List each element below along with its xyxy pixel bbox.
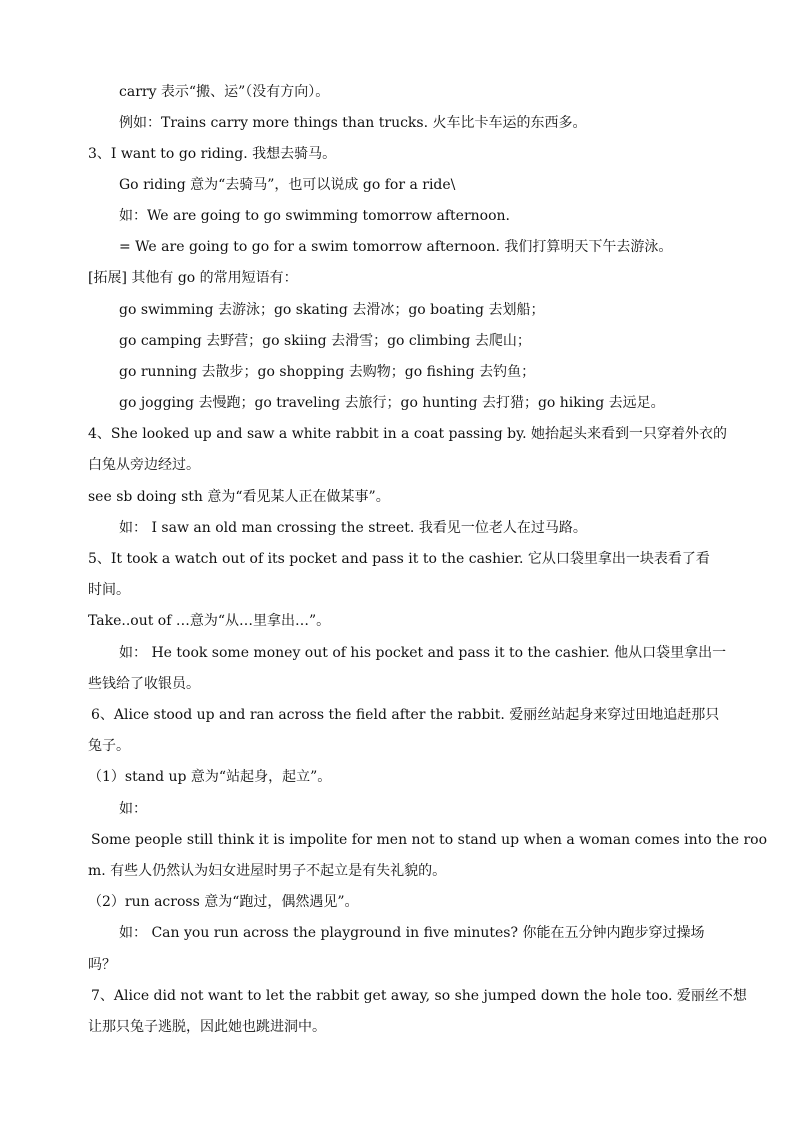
text-line: 如： bbox=[119, 801, 147, 817]
text-line: 如： I saw an old man crossing the street. 我看见一位老人在过马路。 bbox=[119, 520, 587, 536]
text-line: 6、Alice stood up and ran across the field after the rabbit. 爱丽丝站起身来穿过田地追赶那只 bbox=[91, 707, 720, 723]
text-line: 7、Alice did not want to let the rabbit get away, so she jumped down the hole too. 爱丽丝不想 bbox=[91, 988, 747, 1004]
text-line: go camping 去野营；go skiing 去滑雪；go climbing 去爬山； bbox=[119, 333, 531, 349]
text-line: carry 表示“搬、运”（没有方向）。 bbox=[119, 84, 330, 100]
text-line: 白兔从旁边经过。 bbox=[88, 457, 200, 473]
text-line: 让那只兔子逃脱，因此她也跳进洞中。 bbox=[88, 1019, 326, 1035]
text-line: 如：We are going to go swimming tomorrow afternoon. bbox=[119, 208, 510, 224]
text-line: 5、It took a watch out of its pocket and pass it to the cashier. 它从口袋里拿出一块表看了看 bbox=[88, 551, 710, 567]
text-line: 些钱给了收银员。 bbox=[88, 676, 200, 692]
text-line: 时间。 bbox=[88, 582, 130, 598]
text-line: 例如：Trains carry more things than trucks. 火车比卡车运的东西多。 bbox=[119, 115, 587, 131]
text-line: 如： He took some money out of his pocket and pass it to the cashier. 他从口袋里拿出一 bbox=[119, 645, 727, 661]
text-line: go jogging 去慢跑；go traveling 去旅行；go hunting 去打猎；go hiking 去远足。 bbox=[119, 395, 665, 411]
text-line: go running 去散步；go shopping 去购物；go fishing 去钓鱼； bbox=[119, 364, 536, 380]
text-line: 如： Can you run across the playground in five minutes? 你能在五分钟内跑步穿过操场 bbox=[119, 925, 705, 941]
text-line: go swimming 去游泳；go skating 去滑冰；go boating 去划船； bbox=[119, 302, 545, 318]
text-line: 3、I want to go riding. 我想去骑马。 bbox=[88, 146, 337, 162]
text-line: （2）run across 意为“跑过，偶然遇见”。 bbox=[88, 894, 359, 910]
text-line: Some people still think it is impolite for men not to stand up when a woman comes into the roo bbox=[91, 832, 768, 848]
text-line: m. 有些人仍然认为妇女进屋时男子不起立是有失礼貌的。 bbox=[88, 863, 447, 879]
text-line: = We are going to go for a swim tomorrow afternoon. 我们打算明天下午去游泳。 bbox=[119, 239, 673, 255]
text-line: （1）stand up 意为“站起身，起立”。 bbox=[88, 769, 332, 785]
text-line: 兔子。 bbox=[88, 738, 130, 754]
text-line: [拓展] 其他有 go 的常用短语有： bbox=[88, 270, 298, 286]
text-line: Go riding 意为“去骑马”，也可以说成 go for a ride\ bbox=[119, 177, 456, 193]
text-line: 吗？ bbox=[88, 957, 116, 973]
text-line: see sb doing sth 意为“看见某人正在做某事”。 bbox=[88, 489, 390, 505]
text-line: Take..out of …意为“从…里拿出…”。 bbox=[88, 613, 331, 629]
text-line: 4、She looked up and saw a white rabbit in a coat passing by. 她抬起头来看到一只穿着外衣的 bbox=[88, 426, 728, 442]
